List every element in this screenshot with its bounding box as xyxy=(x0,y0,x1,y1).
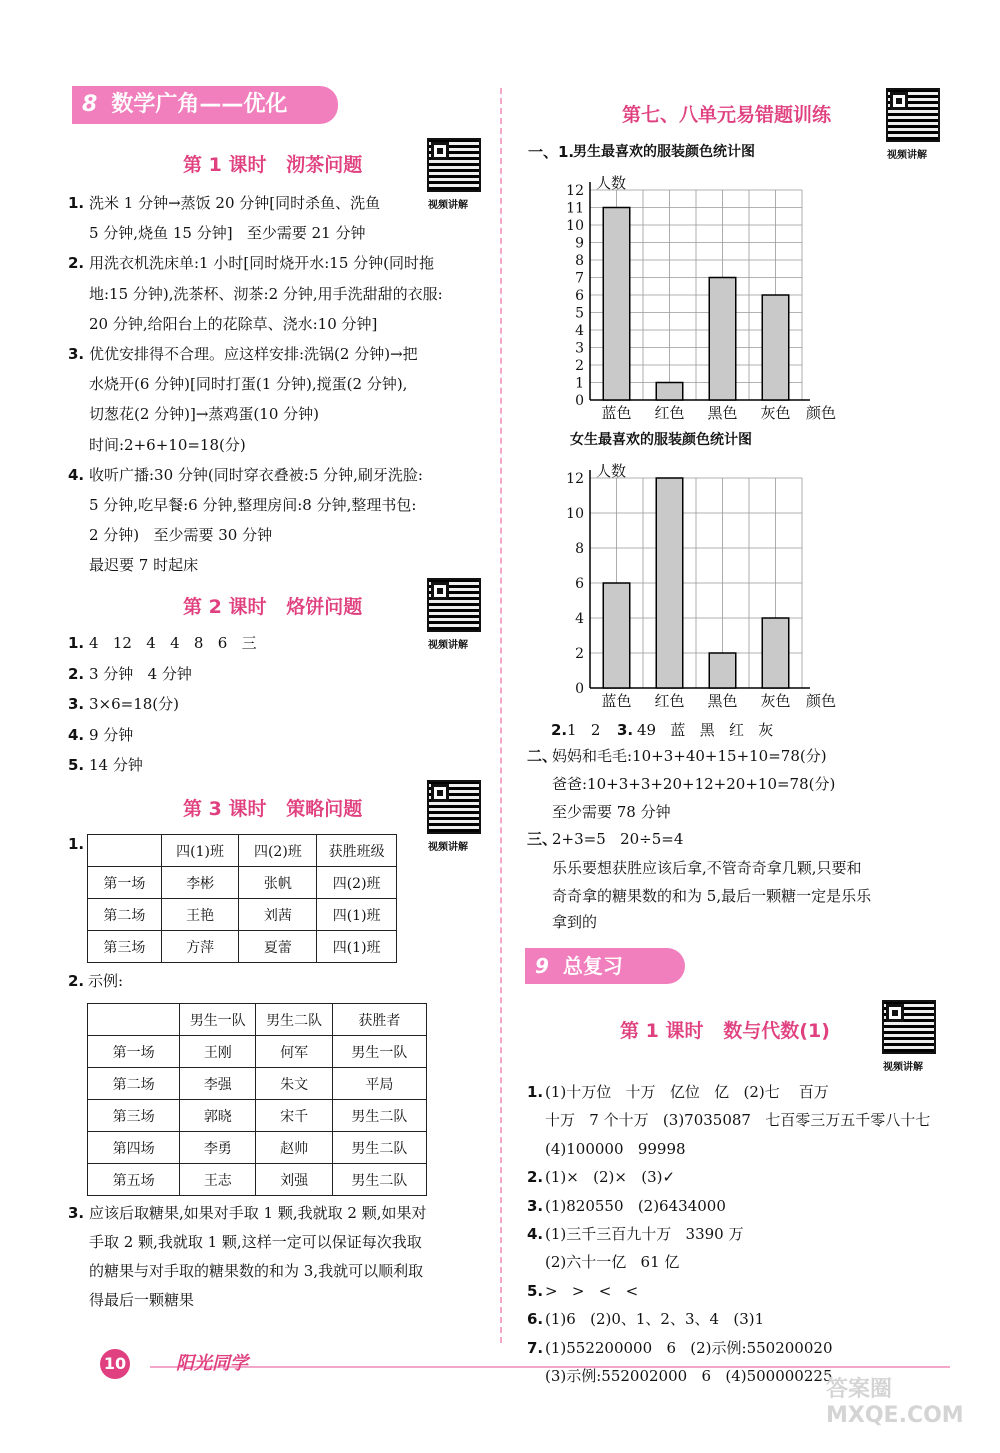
answer-line: 爸爸:10+3+3+20+12+20+10=78(分) xyxy=(552,775,836,793)
table-cell: 夏蕾 xyxy=(239,931,317,963)
question-number: 3. xyxy=(527,1196,544,1215)
unit9-banner xyxy=(525,948,685,984)
answer-line: 2 分钟) 至少需要 30 分钟 xyxy=(89,526,273,545)
table-header-row xyxy=(88,1004,427,1036)
answer-line: (1)820550 (2)6434000 xyxy=(545,1196,726,1215)
answer-line: 最迟要 7 时起床 xyxy=(89,556,199,575)
table-cell: 第一场 xyxy=(88,867,162,899)
brand-logo: 阳光同学 xyxy=(176,1353,248,1374)
table-cell: 四(1)班 xyxy=(317,931,397,963)
lesson1-title: 第 1 课时 沏茶问题 xyxy=(183,154,363,176)
table-row xyxy=(88,1132,427,1164)
strategy-table-2 xyxy=(87,1003,427,1196)
answer-line: 拿到的 xyxy=(552,913,598,931)
question-number: 2. xyxy=(551,721,568,739)
answer-line: (1)6 (2)0、1、2、3、4 (3)1 xyxy=(545,1310,765,1329)
table-header-row xyxy=(88,835,397,867)
table-cell: 刘强 xyxy=(256,1164,332,1196)
table-cell: 何军 xyxy=(256,1036,332,1068)
y-axis-label: 人数 xyxy=(596,462,627,480)
y-tick-label: 8 xyxy=(575,541,584,557)
x-axis-label: 颜色 xyxy=(806,692,837,710)
table-cell: 第二场 xyxy=(88,1068,180,1100)
unit9-number: 9 xyxy=(535,954,549,978)
y-tick-label: 12 xyxy=(566,183,584,199)
question-number: 三、 xyxy=(527,830,558,848)
answer-line: 用洗衣机洗床单:1 小时[同时烧开水:15 分钟(同时拖 xyxy=(89,254,434,273)
table-cell: 第二场 xyxy=(88,899,162,931)
lesson3-title: 第 3 课时 策略问题 xyxy=(183,798,363,820)
unit8-title: 数学广角——优化 xyxy=(111,92,288,117)
qr-label: 视频讲解 xyxy=(887,150,927,161)
table-cell: 男生一队 xyxy=(180,1004,256,1036)
question-number: 1. xyxy=(68,194,85,212)
answer-line: 3 分钟 4 分钟 xyxy=(89,664,192,683)
y-axis-label: 人数 xyxy=(596,174,627,192)
table-cell: 赵帅 xyxy=(256,1132,332,1164)
table-cell: 第三场 xyxy=(88,1100,180,1132)
table-cell: 四(1)班 xyxy=(161,835,239,867)
table-row xyxy=(88,867,397,899)
answer-line: 十万 7 个十万 (3)7035087 七百零三万五千零八十七 xyxy=(545,1111,931,1130)
question-number: 二、 xyxy=(527,747,558,765)
y-tick-label: 5 xyxy=(575,305,584,322)
answer-line: 9 分钟 xyxy=(89,725,134,744)
unit8-number: 8 xyxy=(82,92,98,117)
table-cell: 男生一队 xyxy=(332,1036,426,1068)
footer-rule xyxy=(150,1366,950,1368)
question-number: 3. xyxy=(68,345,85,363)
answer-line: 4 12 4 4 8 6 三 xyxy=(89,634,257,652)
answer-line: 1 2 xyxy=(567,721,615,739)
q1-prefix: 一、1. xyxy=(528,143,575,161)
y-tick-label: 2 xyxy=(575,358,584,374)
y-tick-label: 0 xyxy=(575,681,584,697)
lesson2-title: 第 2 课时 烙饼问题 xyxy=(183,596,363,618)
answer-line: 洗米 1 分钟→蒸饭 20 分钟[同时杀鱼、洗鱼 xyxy=(89,194,381,212)
answer-line: 49 蓝 黑 红 灰 xyxy=(637,721,774,739)
q2-text: 示例: xyxy=(88,972,124,990)
table-cell xyxy=(88,835,162,867)
answer-line: (1)三千三百九十万 3390 万 xyxy=(545,1225,744,1243)
question-number: 2. xyxy=(68,664,85,683)
bar-蓝色 xyxy=(603,583,630,688)
answer-line: 奇奇拿的糖果数的和为 5,最后一颗糖一定是乐乐 xyxy=(552,887,872,905)
qr-label: 视频讲解 xyxy=(428,200,468,211)
answer-line: 切葱花(2 分钟)]→蒸鸡蛋(10 分钟) xyxy=(89,405,319,424)
question-number: 1. xyxy=(527,1083,544,1101)
table-cell: 方萍 xyxy=(161,931,239,963)
unit78-review-title: 第七、八单元易错题训练 xyxy=(622,104,832,126)
question-number: 3. xyxy=(68,1204,85,1222)
qr-code-icon[interactable] xyxy=(427,780,481,834)
table-cell: 四(1)班 xyxy=(317,899,397,931)
answer-line: (2)六十一亿 61 亿 xyxy=(545,1253,680,1272)
bar-黑色 xyxy=(709,653,736,688)
table-row xyxy=(88,1100,427,1132)
table-cell: 王刚 xyxy=(180,1036,256,1068)
boys-chart-title: 男生最喜欢的服装颜色统计图 xyxy=(573,144,755,160)
answer-line: 地:15 分钟),洗茶杯、沏茶:2 分钟,用手洗甜甜的衣服: xyxy=(89,284,443,303)
y-tick-label: 12 xyxy=(566,471,584,487)
table-cell: 男生二队 xyxy=(332,1132,426,1164)
question-number: 4. xyxy=(527,1225,544,1243)
girls-color-chart xyxy=(555,453,855,715)
qr-code-icon[interactable] xyxy=(427,578,481,632)
y-tick-label: 4 xyxy=(575,611,584,627)
table-row xyxy=(88,1164,427,1196)
q1-number: 1. xyxy=(68,835,85,853)
table-cell: 第一场 xyxy=(88,1036,180,1068)
qr-code-icon[interactable] xyxy=(427,138,481,192)
x-tick-label: 蓝色 xyxy=(601,692,632,710)
page-number: 10 xyxy=(100,1349,130,1379)
question-number: 1. xyxy=(68,634,85,652)
watermark: 答案圈 MXQE.COM xyxy=(826,1377,964,1428)
table-cell: 第三场 xyxy=(88,931,162,963)
answer-line: 至少需要 78 分钟 xyxy=(552,803,671,821)
table-cell: 刘茜 xyxy=(239,899,317,931)
question-number: 4. xyxy=(68,465,85,484)
answer-line: 2+3=5 20÷5=4 xyxy=(552,830,684,848)
x-tick-label: 黑色 xyxy=(707,404,738,422)
table-cell: 郭晓 xyxy=(180,1100,256,1132)
table-cell: 李强 xyxy=(180,1068,256,1100)
answer-line: > > < < xyxy=(545,1281,639,1300)
table-cell: 李勇 xyxy=(180,1132,256,1164)
x-tick-label: 灰色 xyxy=(760,692,791,710)
x-axis-label: 颜色 xyxy=(806,404,837,422)
bar-红色 xyxy=(656,478,683,688)
table-cell: 第五场 xyxy=(88,1164,180,1196)
x-tick-label: 红色 xyxy=(654,692,685,710)
y-tick-label: 6 xyxy=(575,288,584,304)
table-row xyxy=(88,899,397,931)
qr-label: 视频讲解 xyxy=(428,640,468,651)
question-number: 3. xyxy=(68,695,85,713)
qr-label: 视频讲解 xyxy=(883,1062,923,1073)
r-lesson1-title: 第 1 课时 数与代数(1) xyxy=(620,1020,830,1042)
y-tick-label: 6 xyxy=(575,576,584,592)
question-number: 4. xyxy=(68,725,85,744)
column-divider xyxy=(500,88,502,1343)
answer-line: 应该后取糖果,如果对手取 1 颗,我就取 2 颗,如果对 xyxy=(89,1204,427,1222)
unit9-title: 总复习 xyxy=(562,954,623,978)
answer-line: 手取 2 颗,我就取 1 颗,这样一定可以保证每次我取 xyxy=(89,1233,422,1251)
bar-红色 xyxy=(656,383,683,401)
answer-line: 的糖果与对手取的糖果数的和为 3,我就可以顺利取 xyxy=(89,1262,424,1280)
table-cell: 获胜班级 xyxy=(317,835,397,867)
answer-line: 得最后一颗糖果 xyxy=(89,1291,195,1309)
bar-灰色 xyxy=(762,618,789,688)
bar-黑色 xyxy=(709,278,736,401)
table-row xyxy=(88,1036,427,1068)
y-tick-label: 2 xyxy=(575,646,584,662)
q2-number: 2. xyxy=(68,972,85,990)
answer-line: (4)100000 99998 xyxy=(545,1139,686,1158)
table-cell: 张帆 xyxy=(239,867,317,899)
x-tick-label: 红色 xyxy=(654,404,685,422)
boys-color-chart xyxy=(555,165,855,427)
table-cell xyxy=(88,1004,180,1036)
answer-line: 乐乐要想获胜应该后拿,不管奇奇拿几颗,只要和 xyxy=(552,859,862,877)
unit8-banner xyxy=(72,86,338,124)
question-number: 3. xyxy=(617,721,634,739)
bar-蓝色 xyxy=(603,208,630,401)
qr-code-icon[interactable] xyxy=(886,88,940,142)
table-cell: 王志 xyxy=(180,1164,256,1196)
table-cell: 四(2)班 xyxy=(239,835,317,867)
question-number: 5. xyxy=(68,756,85,774)
answer-line: (1)× (2)× (3)✓ xyxy=(545,1168,676,1187)
y-tick-label: 8 xyxy=(575,253,584,269)
answer-line: (1)552200000 6 (2)示例:550200020 xyxy=(545,1338,833,1357)
question-number: 5. xyxy=(527,1281,544,1300)
table-cell: 第四场 xyxy=(88,1132,180,1164)
y-tick-label: 10 xyxy=(566,506,584,522)
table-cell: 四(2)班 xyxy=(317,867,397,899)
table-cell: 获胜者 xyxy=(332,1004,426,1036)
table-cell: 平局 xyxy=(332,1068,426,1100)
table-cell: 王艳 xyxy=(161,899,239,931)
y-tick-label: 4 xyxy=(575,323,584,339)
answer-line: 妈妈和毛毛:10+3+40+15+10=78(分) xyxy=(552,747,827,765)
strategy-table-1 xyxy=(87,834,397,963)
x-tick-label: 灰色 xyxy=(760,404,791,422)
qr-label: 视频讲解 xyxy=(428,842,468,853)
question-number: 2. xyxy=(68,254,85,273)
answer-line: 5 分钟,吃早餐:6 分钟,整理房间:8 分钟,整理书包: xyxy=(89,496,417,514)
answer-line: (3)示例:552002000 6 (4)500000225 xyxy=(545,1367,833,1385)
y-tick-label: 7 xyxy=(575,270,584,287)
table-cell: 男生二队 xyxy=(256,1004,332,1036)
answer-line: 14 分钟 xyxy=(89,756,143,774)
answer-line: 时间:2+6+10=18(分) xyxy=(89,435,246,454)
y-tick-label: 11 xyxy=(566,200,584,217)
x-tick-label: 蓝色 xyxy=(601,404,632,422)
table-row xyxy=(88,1068,427,1100)
y-tick-label: 3 xyxy=(575,340,584,357)
answer-line: 水烧开(6 分钟)[同时打蛋(1 分钟),搅蛋(2 分钟), xyxy=(89,375,408,394)
question-number: 7. xyxy=(527,1338,544,1357)
table-cell: 李彬 xyxy=(161,867,239,899)
answer-line: 收听广播:30 分钟(同时穿衣叠被:5 分钟,刷牙洗脸: xyxy=(89,465,423,484)
table-row xyxy=(88,931,397,963)
table-cell: 朱文 xyxy=(256,1068,332,1100)
answer-line: 3×6=18(分) xyxy=(89,695,180,713)
answer-line: (1)十万位 十万 亿位 亿 (2)七 百万 xyxy=(545,1083,829,1101)
table-cell: 男生二队 xyxy=(332,1100,426,1132)
qr-code-icon[interactable] xyxy=(882,1000,936,1054)
y-tick-label: 10 xyxy=(566,218,584,234)
bar-灰色 xyxy=(762,295,789,400)
answer-line: 优优安排得不合理。应这样安排:洗锅(2 分钟)→把 xyxy=(89,345,418,363)
y-tick-label: 9 xyxy=(575,235,584,252)
answer-line: 20 分钟,给阳台上的花除草、浇水:10 分钟] xyxy=(89,314,378,333)
question-number: 2. xyxy=(527,1168,544,1187)
girls-chart-title: 女生最喜欢的服装颜色统计图 xyxy=(570,432,752,448)
answer-line: 5 分钟,烧鱼 15 分钟] 至少需要 21 分钟 xyxy=(89,224,366,243)
x-tick-label: 黑色 xyxy=(707,692,738,710)
table-cell: 男生二队 xyxy=(332,1164,426,1196)
y-tick-label: 1 xyxy=(575,375,584,392)
question-number: 6. xyxy=(527,1310,544,1329)
y-tick-label: 0 xyxy=(575,393,584,409)
table-cell: 宋千 xyxy=(256,1100,332,1132)
